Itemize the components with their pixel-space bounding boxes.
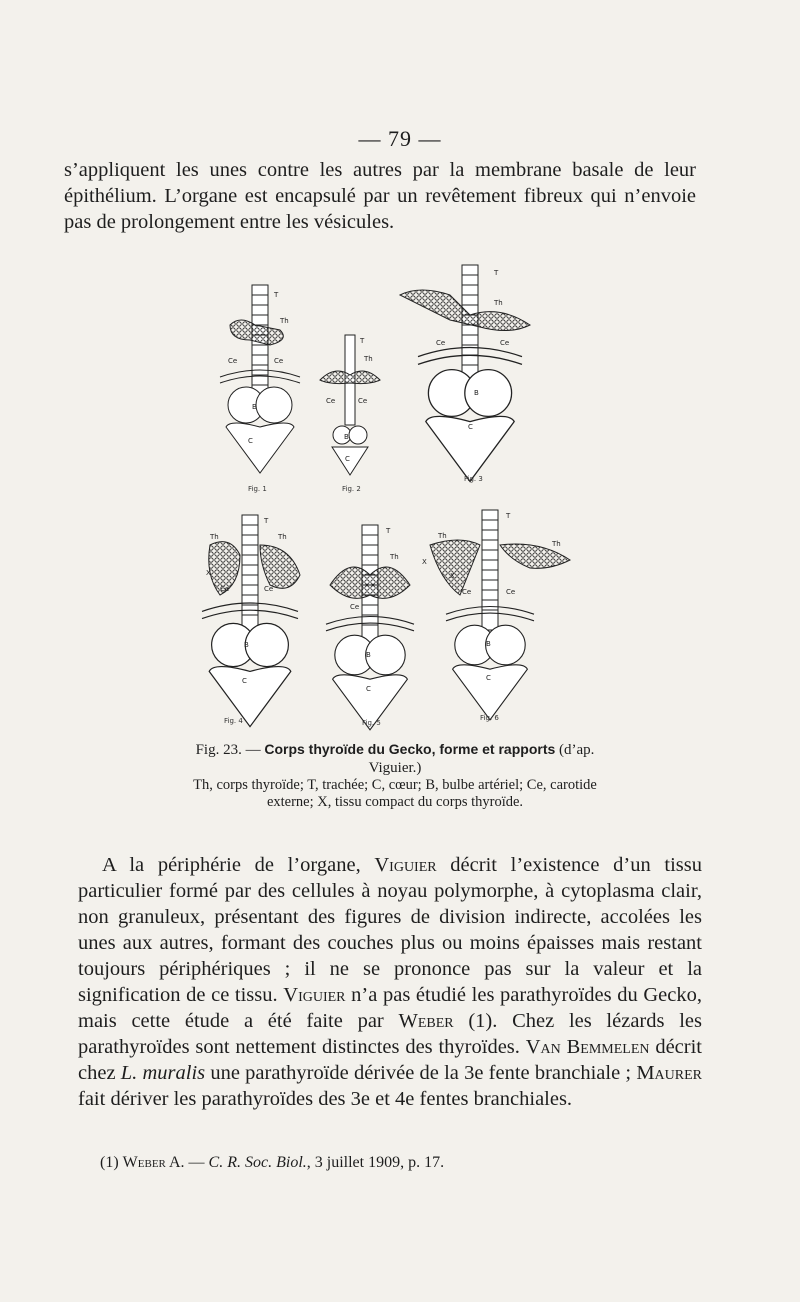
svg-text:T: T bbox=[360, 337, 365, 345]
svg-text:Ce: Ce bbox=[506, 588, 516, 596]
author-viguier: Viguier bbox=[283, 984, 346, 1006]
svg-text:T: T bbox=[494, 269, 499, 277]
author-viguier: Viguier bbox=[374, 854, 437, 876]
author-van-bemmelen: Van Bemmelen bbox=[525, 1036, 650, 1058]
svg-text:Th: Th bbox=[494, 299, 503, 307]
footnote-journal: C. R. Soc. Biol. bbox=[208, 1154, 307, 1171]
svg-text:Ce: Ce bbox=[500, 339, 510, 347]
top-paragraph: s’appliquent les unes contre les autres par la membrane basale de leur épithélium. L’organe est encapsulé par un revêtement fibreux qui n’envoie pas de prolongement entre les vésicules. bbox=[64, 159, 696, 233]
svg-text:X: X bbox=[206, 569, 211, 577]
caption-number: Fig. 23. — bbox=[195, 742, 261, 758]
svg-text:X: X bbox=[422, 558, 427, 566]
svg-text:Th: Th bbox=[280, 317, 289, 325]
panel-fig-3 bbox=[400, 265, 530, 483]
panel-fig-1 bbox=[220, 285, 300, 493]
panel-fig-6 bbox=[422, 510, 570, 722]
svg-text:Ce: Ce bbox=[462, 588, 472, 596]
svg-text:B: B bbox=[344, 433, 349, 441]
svg-text:X: X bbox=[450, 572, 455, 580]
svg-text:Th: Th bbox=[210, 533, 219, 541]
caption-source: (d’ap. Viguier.) bbox=[368, 742, 595, 776]
main-paragraph: A la périphérie de l’organe, Viguier décrit l’existence d’un tissu particulier formé par des cellules à noyau polymorphe, à cytoplasma clair, non granuleux, présentant des figures de division indirecte, accolées les unes aux autres, formant des couches plus ou moins épaisses mais restant toujours périphériques ; il ne se prononce pas sur la valeur et la signification de ce tissu. Viguier n’a pas étudié les parathyroïdes du Gecko, mais cette étude a été faite par Weber (1). Chez les lézards les parathyroïdes sont nettement distinctes des thyroïdes. Van Bemmelen décrit chez L. muralis une parathyroïde dérivée de la 3e fente branchiale ; Maurer fait dériver les parathyroïdes des 3e et 4e fentes branchiales. bbox=[78, 854, 703, 1110]
svg-text:Fig. 5: Fig. 5 bbox=[362, 719, 381, 727]
svg-text:Th: Th bbox=[390, 553, 399, 561]
panel-fig-2 bbox=[320, 335, 380, 493]
svg-text:B: B bbox=[486, 640, 491, 648]
figure-caption bbox=[170, 740, 620, 811]
svg-text:T: T bbox=[274, 291, 279, 299]
svg-text:C: C bbox=[345, 455, 350, 463]
svg-text:B: B bbox=[366, 651, 371, 659]
figure-illustration bbox=[180, 255, 620, 735]
page-number: — 79 — bbox=[358, 126, 442, 151]
svg-text:T: T bbox=[264, 517, 269, 525]
svg-text:B: B bbox=[244, 641, 249, 649]
caption-legend: Th, corps thyroïde; T, trachée; C, cœur; B, bulbe artériel; Ce, carotide externe; X, tissu compact du corps thyroïde. bbox=[193, 777, 597, 810]
panel-fig-4 bbox=[202, 515, 300, 727]
author-maurer: Maurer bbox=[636, 1062, 702, 1084]
svg-text:Ce: Ce bbox=[228, 357, 238, 365]
svg-text:Ce: Ce bbox=[326, 397, 336, 405]
svg-text:C: C bbox=[468, 423, 473, 431]
svg-text:T: T bbox=[506, 512, 511, 520]
svg-text:Ce: Ce bbox=[264, 585, 274, 593]
svg-text:Th: Th bbox=[438, 532, 447, 540]
svg-text:Ce: Ce bbox=[274, 357, 284, 365]
species-name: L. muralis bbox=[120, 1062, 206, 1084]
svg-text:Th: Th bbox=[364, 355, 373, 363]
figure-thyroid-gecko bbox=[180, 255, 620, 735]
svg-text:Ce: Ce bbox=[436, 339, 446, 347]
svg-text:Ce: Ce bbox=[358, 397, 368, 405]
svg-text:Fig. 2: Fig. 2 bbox=[342, 485, 361, 493]
caption-title: Corps thyroïde du Gecko, forme et rapports bbox=[264, 741, 556, 757]
svg-text:Fig. 1: Fig. 1 bbox=[248, 485, 267, 493]
svg-text:Ce: Ce bbox=[220, 585, 230, 593]
footnote-marker: (1) bbox=[100, 1154, 119, 1171]
svg-text:C: C bbox=[248, 437, 253, 445]
svg-text:Th: Th bbox=[552, 540, 561, 548]
svg-text:C: C bbox=[242, 677, 247, 685]
svg-text:Th: Th bbox=[278, 533, 287, 541]
author-weber: Weber bbox=[398, 1010, 454, 1032]
svg-text:C: C bbox=[366, 685, 371, 693]
svg-text:C: C bbox=[486, 674, 491, 682]
svg-text:B: B bbox=[252, 403, 257, 411]
svg-text:Fig. 3: Fig. 3 bbox=[464, 475, 483, 483]
panel-fig-5 bbox=[326, 525, 414, 730]
footnote: (1) Weber A. — C. R. Soc. Biol., 3 juillet 1909, p. 17. bbox=[100, 1154, 445, 1171]
svg-text:B: B bbox=[474, 389, 479, 397]
svg-text:Ce: Ce bbox=[350, 603, 360, 611]
footnote-author: Weber A. bbox=[122, 1154, 185, 1171]
svg-text:Fig. 6: Fig. 6 bbox=[480, 714, 499, 722]
svg-text:T: T bbox=[386, 527, 391, 535]
svg-text:Fig. 4: Fig. 4 bbox=[224, 717, 243, 725]
